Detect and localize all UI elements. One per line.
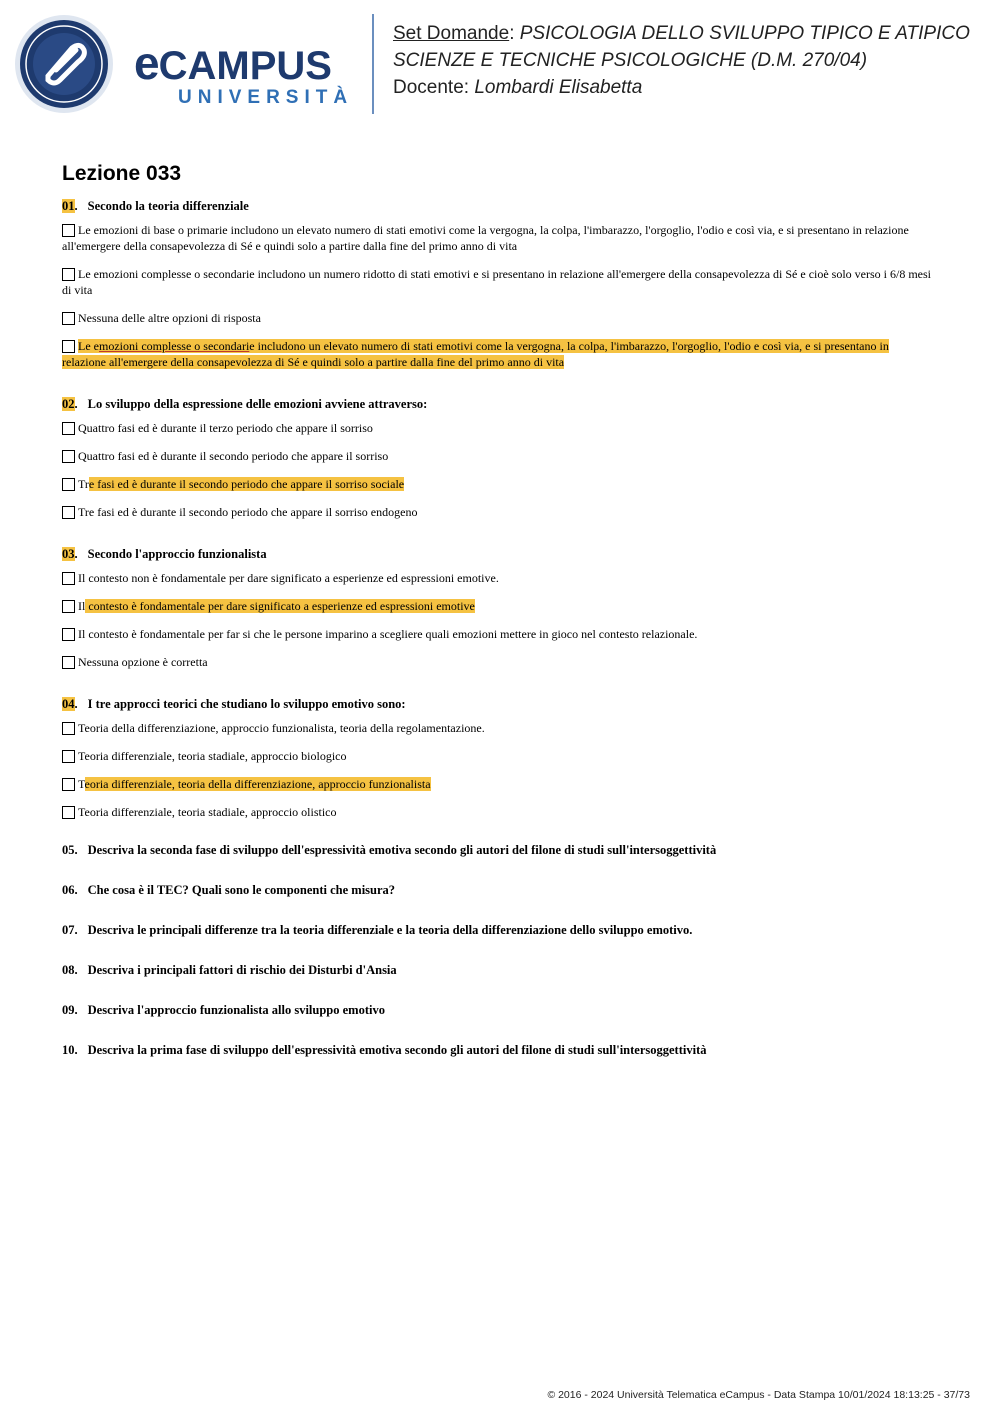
checkbox[interactable] — [62, 506, 75, 519]
question-block — [62, 546, 932, 670]
checkbox[interactable] — [62, 778, 75, 791]
checkbox[interactable] — [62, 722, 75, 735]
question-heading: 03. Secondo l'approccio funzionalista — [62, 547, 267, 561]
answer-option[interactable] — [62, 720, 932, 736]
question-text: I tre approcci teorici che studiano lo sviluppo emotivo sono: — [87, 697, 406, 711]
set-label: Set Domande — [393, 23, 510, 44]
page-footer: © 2016 - 2024 Università Telematica eCampus - Data Stampa 10/01/2024 18:13:25 - 37/73 — [547, 1389, 970, 1401]
option-text: Il contesto non è fondamentale per dare significato a esperienze ed espressioni emotive. — [78, 571, 499, 585]
open-question — [62, 842, 932, 858]
document-info: Set Domande: PSICOLOGIA DELLO SVILUPPO TIPICO E ATIPICO SCIENZE E TECNICHE PSICOLOGICHE (D.M. 270/04) Docente: Lombardi Elisabetta — [393, 23, 970, 98]
checkbox[interactable] — [62, 750, 75, 763]
question-heading: 01. Secondo la teoria differenziale — [62, 199, 249, 213]
option-text: Quattro fasi ed è durante il terzo periodo che appare il sorriso — [78, 421, 373, 435]
checkbox[interactable] — [62, 478, 75, 491]
question-text: Descriva l'approccio funzionalista allo sviluppo emotivo — [87, 1003, 385, 1017]
checkbox[interactable] — [62, 422, 75, 435]
option-text: Le emozioni di base o primarie includono un elevato numero di stati emotivi come la vergogna, la colpa, l'imbarazzo, l'orgoglio, l'odio e così via, e si presentano in relazione all'emergere della consapevolezza di Sé e quindi solo a partire dalla fine del primo anno di vita — [62, 223, 909, 253]
question-heading: 02. Lo sviluppo della espressione delle emozioni avviene attraverso: — [62, 397, 428, 411]
option-text-highlighted: e fasi ed è durante il secondo periodo che appare il sorriso sociale — [88, 477, 405, 491]
teacher-name: Lombardi Elisabetta — [474, 77, 643, 98]
question-heading: 04. I tre approcci teorici che studiano lo sviluppo emotivo sono: — [62, 697, 406, 711]
page-header — [0, 0, 1000, 130]
question-number: 07. — [62, 923, 78, 937]
checkbox[interactable] — [62, 656, 75, 669]
option-text-lead: Le e — [78, 339, 99, 353]
option-text-lead: T — [78, 777, 85, 791]
answer-option[interactable] — [62, 266, 932, 298]
option-text: Teoria differenziale, teoria stadiale, approccio biologico — [78, 749, 347, 763]
question-number: 04 — [62, 697, 75, 711]
checkbox[interactable] — [62, 224, 75, 237]
question-block — [62, 696, 932, 820]
checkbox[interactable] — [62, 340, 75, 353]
lesson-title: Lezione 033 — [62, 162, 182, 185]
answer-option-correct[interactable] — [62, 338, 932, 370]
question-text: Descriva i principali fattori di rischio dei Disturbi d'Ansia — [87, 963, 397, 977]
open-question — [62, 1002, 932, 1018]
open-question — [62, 1042, 932, 1058]
option-text: Le emozioni complesse o secondarie includono un numero ridotto di stati emotivi e si presentano in relazione all'emergere della consapevolezza di Sé e cioè solo verso i 6/8 mesi di vita — [62, 267, 932, 297]
option-text: Quattro fasi ed è durante il secondo periodo che appare il sorriso — [78, 449, 389, 463]
answer-option[interactable] — [62, 310, 932, 326]
brand-subtitle: UNIVERSITÀ — [178, 87, 354, 108]
header-divider — [372, 14, 374, 114]
option-text: Teoria della differenziazione, approccio funzionalista, teoria della regolamentazione. — [78, 721, 485, 735]
answer-option-correct[interactable] — [62, 598, 932, 614]
answer-option[interactable] — [62, 654, 932, 670]
open-question — [62, 962, 932, 978]
question-number: 06. — [62, 883, 78, 897]
brand-letter: e — [134, 37, 159, 89]
option-text-highlighted: eoria differenziale, teoria della differenziazione, approccio funzionalista — [84, 777, 431, 791]
brand-name: CAMPUS — [158, 44, 332, 88]
option-text: Il contesto è fondamentale per far si che le persone imparino a scegliere quali emozioni mettere in gioco nel contesto relazionale. — [78, 627, 698, 641]
option-text-rest: e includono un elevato numero di stati emotivi come la vergogna, la colpa, l'imbarazzo, l'orgoglio, l'odio e così via, e si presentano in relazione all'emergere della consapevolezza di Sé e quindi solo a partire dalla fine del primo anno di vita — [62, 339, 889, 369]
option-text-lead: Tr — [78, 477, 89, 491]
question-text: Descriva la seconda fase di sviluppo dell'espressività emotiva secondo gli autori del filone di studi sull'intersoggettività — [87, 843, 717, 857]
option-text-lead: Il — [78, 599, 86, 613]
question-text: Descriva la prima fase di sviluppo dell'espressività emotiva secondo gli autori del filone di studi sull'intersoggettività — [87, 1043, 707, 1057]
brand-wordmark — [134, 37, 359, 109]
question-number: 10. — [62, 1043, 78, 1057]
answer-option[interactable] — [62, 504, 932, 520]
answer-option[interactable] — [62, 626, 932, 642]
checkbox[interactable] — [62, 268, 75, 281]
answer-option[interactable] — [62, 804, 932, 820]
checkbox[interactable] — [62, 806, 75, 819]
option-text: Tre fasi ed è durante il secondo periodo che appare il sorriso endogeno — [78, 505, 418, 519]
answer-option-correct[interactable] — [62, 476, 932, 492]
checkbox[interactable] — [62, 312, 75, 325]
open-question — [62, 882, 932, 898]
teacher-label: Docente — [393, 77, 464, 98]
question-text: Secondo la teoria differenziale — [87, 199, 249, 213]
set-title: PSICOLOGIA DELLO SVILUPPO TIPICO E ATIPICO — [519, 23, 970, 44]
course-name: SCIENZE E TECNICHE PSICOLOGICHE (D.M. 270/04) — [393, 50, 868, 71]
question-number: 05. — [62, 843, 78, 857]
option-text: Nessuna delle altre opzioni di risposta — [78, 311, 261, 325]
open-questions — [62, 842, 932, 1058]
question-number: 03 — [62, 547, 75, 561]
question-text: Che cosa è il TEC? Quali sono le componenti che misura? — [87, 883, 396, 897]
university-seal-logo — [14, 14, 114, 114]
question-number: 08. — [62, 963, 78, 977]
checkbox[interactable] — [62, 600, 75, 613]
question-block — [62, 396, 932, 520]
question-content — [62, 160, 932, 1082]
answer-option[interactable] — [62, 222, 932, 254]
answer-option-correct[interactable] — [62, 776, 932, 792]
option-text: Teoria differenziale, teoria stadiale, approccio olistico — [78, 805, 337, 819]
option-text-underlined: mozioni complesse o secondari — [98, 339, 250, 353]
option-text-highlighted: contesto è fondamentale per dare significato a esperienze ed espressioni emotive — [85, 599, 475, 613]
question-number: 02 — [62, 397, 75, 411]
option-text: Nessuna opzione è corretta — [78, 655, 208, 669]
question-block — [62, 198, 932, 370]
checkbox[interactable] — [62, 450, 75, 463]
checkbox[interactable] — [62, 572, 75, 585]
question-text: Descriva le principali differenze tra la teoria differenziale e la teoria della differenziazione dello sviluppo emotivo. — [87, 923, 693, 937]
answer-option[interactable] — [62, 448, 932, 464]
question-number: 09. — [62, 1003, 78, 1017]
question-text: Secondo l'approccio funzionalista — [87, 547, 267, 561]
question-text: Lo sviluppo della espressione delle emozioni avviene attraverso: — [87, 397, 428, 411]
answer-option[interactable] — [62, 570, 932, 586]
open-question — [62, 922, 932, 938]
answer-option[interactable] — [62, 748, 932, 764]
answer-option[interactable] — [62, 420, 932, 436]
checkbox[interactable] — [62, 628, 75, 641]
question-number: 01 — [62, 199, 75, 213]
